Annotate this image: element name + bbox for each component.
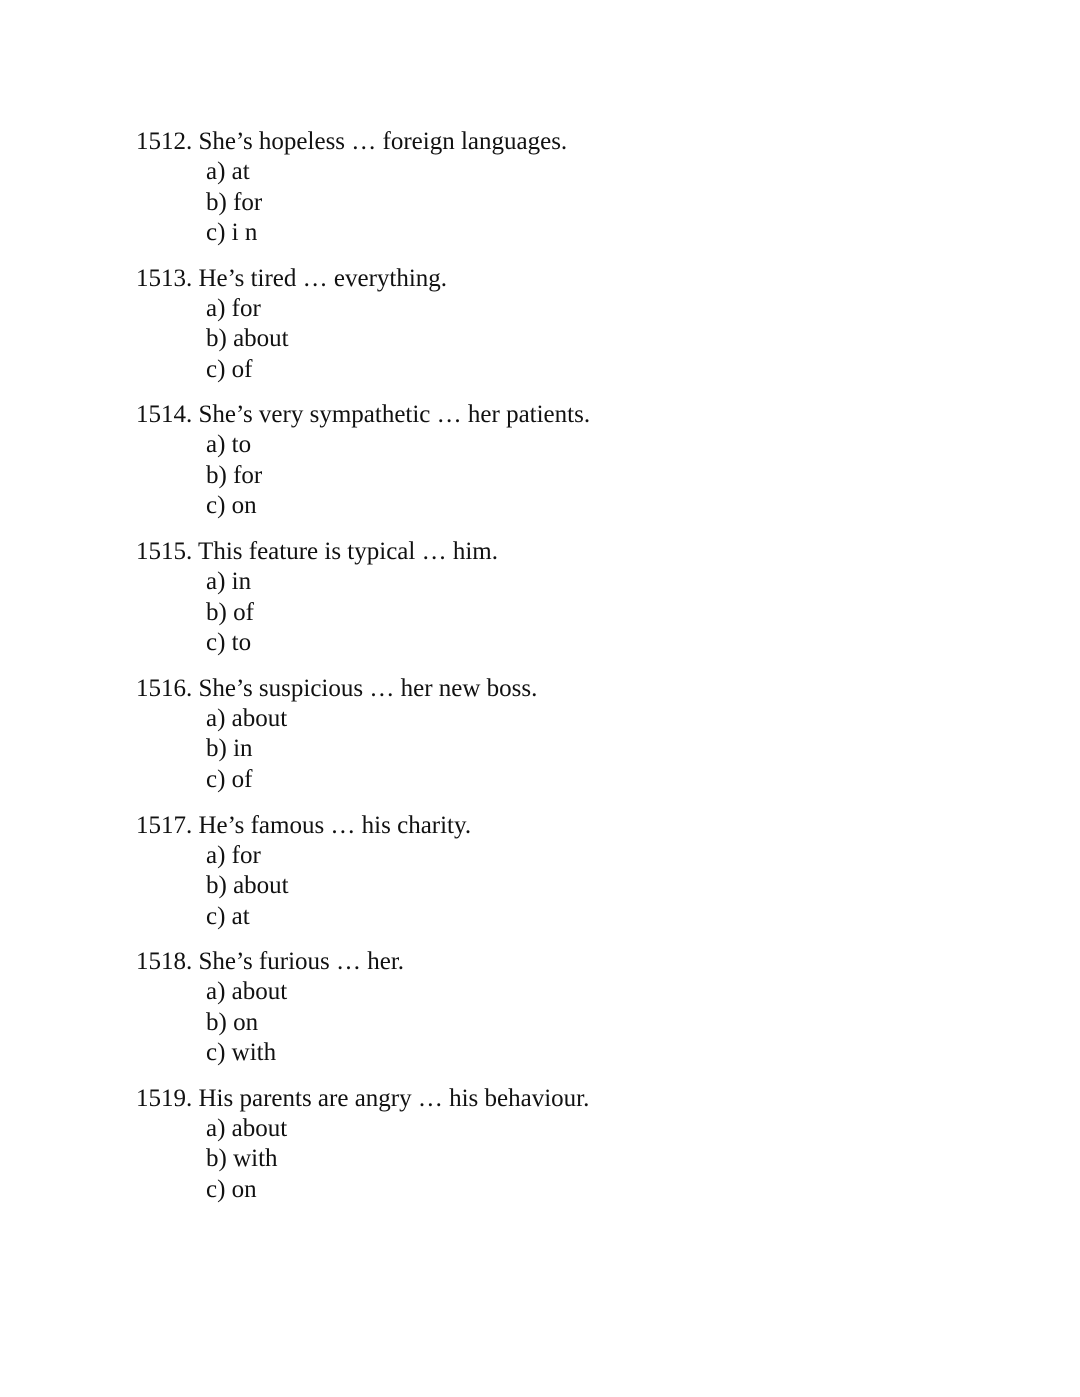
answer-option: b) in [206,735,253,763]
answer-option: c) of [206,765,253,793]
answer-option: c) of [206,355,253,383]
question-stem: 1516. She’s suspicious … her new boss. [136,674,538,702]
question [136,127,567,249]
question [136,674,537,796]
question [136,264,447,386]
answer-option: a) about [206,704,288,732]
answer-option: a) about [206,1114,288,1142]
question-stem: 1518. She’s furious … her. [136,948,405,976]
answer-option: a) in [206,568,252,596]
question-stem: 1514. She’s very sympathetic … her patients. [136,401,591,429]
question-stem: 1519. His parents are angry … his behaviour. [136,1084,590,1112]
question [136,537,498,659]
answer-option: a) about [206,978,288,1006]
question [136,947,404,1069]
answer-option: b) with [206,1145,278,1173]
question-stem: 1512. She’s hopeless … foreign languages. [136,128,568,155]
answer-option: c) with [206,1039,277,1067]
question [136,400,590,522]
answer-option: a) at [206,158,250,185]
question [136,811,471,933]
question [136,1084,589,1206]
answer-option: c) to [206,629,252,657]
answer-option: c) at [206,902,250,930]
answer-option: a) to [206,431,252,459]
answer-option: c) i n [206,219,258,246]
answer-option: a) for [206,841,261,869]
answer-option: c) on [206,1175,257,1203]
question-stem: 1517. He’s famous … his charity. [136,811,472,839]
question-stem: 1515. This feature is typical … him. [136,538,498,566]
answer-option: c) on [206,492,257,520]
answer-option: b) of [206,598,254,626]
question-stem: 1513. He’s tired … everything. [136,264,448,292]
answer-option: b) about [206,872,289,899]
answer-option: a) for [206,294,261,322]
answer-option: b) for [206,461,263,489]
answer-option: b) about [206,325,289,353]
answer-option: b) on [206,1008,259,1036]
answer-option: b) for [206,188,263,216]
